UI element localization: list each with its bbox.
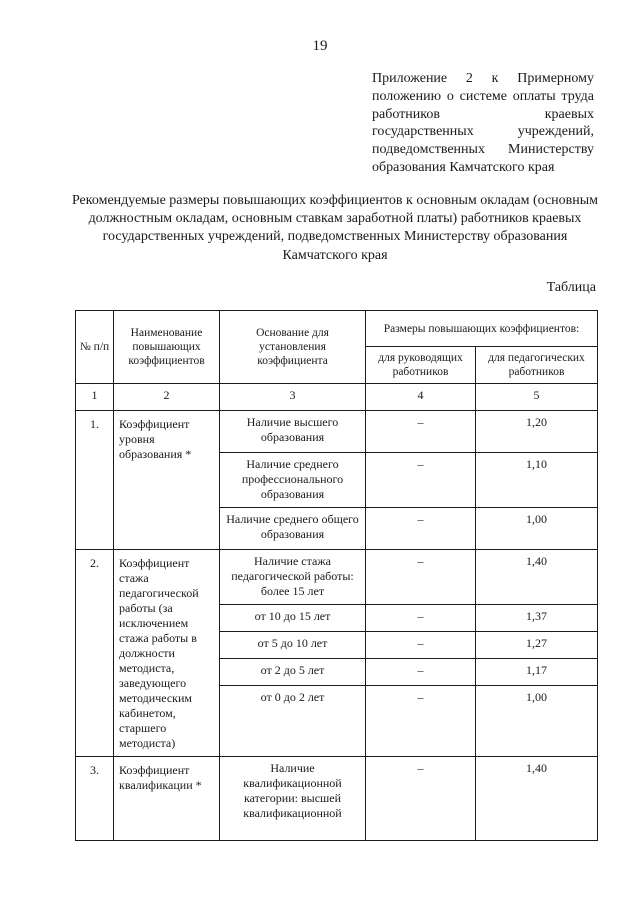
header-teachers: для педагогических работников	[476, 347, 598, 384]
column-number: 5	[476, 384, 598, 411]
basis-cell: Наличие высшего образования	[220, 411, 366, 453]
managers-value: –	[366, 632, 476, 659]
managers-value: –	[366, 659, 476, 686]
coefficient-name: Коэффициент уровня образования *	[114, 411, 220, 550]
teachers-value: 1,00	[476, 508, 598, 550]
column-number: 3	[220, 384, 366, 411]
basis-cell: Наличие среднего общего образования	[220, 508, 366, 550]
managers-value: –	[366, 508, 476, 550]
teachers-value: 1,37	[476, 605, 598, 632]
row-number: 3.	[76, 757, 114, 841]
managers-value: –	[366, 411, 476, 453]
table-row	[76, 757, 598, 841]
teachers-value: 1,10	[476, 453, 598, 508]
column-number: 1	[76, 384, 114, 411]
teachers-value: 1,00	[476, 686, 598, 757]
managers-value: –	[366, 605, 476, 632]
managers-value: –	[366, 686, 476, 757]
column-number-row	[76, 384, 598, 411]
teachers-value: 1,27	[476, 632, 598, 659]
basis-cell: от 0 до 2 лет	[220, 686, 366, 757]
basis-cell: Наличие квалификационной категории: высшей квалификационной	[220, 757, 366, 841]
managers-value: –	[366, 550, 476, 605]
basis-cell: Наличие среднего профессионального образования	[220, 453, 366, 508]
header-sizes: Размеры повышающих коэффициентов:	[366, 311, 598, 347]
column-number: 2	[114, 384, 220, 411]
table-row	[76, 411, 598, 453]
page-number: 19	[312, 38, 328, 54]
basis-cell: от 2 до 5 лет	[220, 659, 366, 686]
row-number: 1.	[76, 411, 114, 550]
teachers-value: 1,17	[476, 659, 598, 686]
managers-value: –	[366, 757, 476, 841]
column-number: 4	[366, 384, 476, 411]
appendix-note: Приложение 2 к Примерному положению о системе оплаты труда работников краевых государственных учреждений, подведомственных Министерству образования Камчатского края	[372, 71, 594, 175]
teachers-value: 1,40	[476, 550, 598, 605]
managers-value: –	[366, 453, 476, 508]
basis-cell: от 10 до 15 лет	[220, 605, 366, 632]
header-basis: Основание для установления коэффициента	[220, 311, 366, 384]
header-num: № п/п	[76, 311, 114, 384]
header-managers: для руководящих работников	[366, 347, 476, 384]
basis-cell: от 5 до 10 лет	[220, 632, 366, 659]
teachers-value: 1,40	[476, 757, 598, 841]
table-row	[76, 550, 598, 605]
teachers-value: 1,20	[476, 411, 598, 453]
coefficient-name: Коэффициент квалификации *	[114, 757, 220, 841]
table-label: Таблица	[546, 280, 596, 295]
document-title: Рекомендуемые размеры повышающих коэффициентов к основным окладам (основным должностным окладам, основным ставкам заработной платы) работников краевых государственных учреждений, подведомственных Министерству образования Камчатского края	[71, 193, 599, 263]
coefficients-table	[75, 310, 598, 841]
header-name: Наименование повышающих коэффициентов	[114, 311, 220, 384]
row-number: 2.	[76, 550, 114, 757]
basis-cell: Наличие стажа педагогической работы: более 15 лет	[220, 550, 366, 605]
coefficient-name: Коэффициент стажа педагогической работы (за исключением стажа работы в должности методиста, заведующего методическим кабинетом, старшего методиста)	[114, 550, 220, 757]
